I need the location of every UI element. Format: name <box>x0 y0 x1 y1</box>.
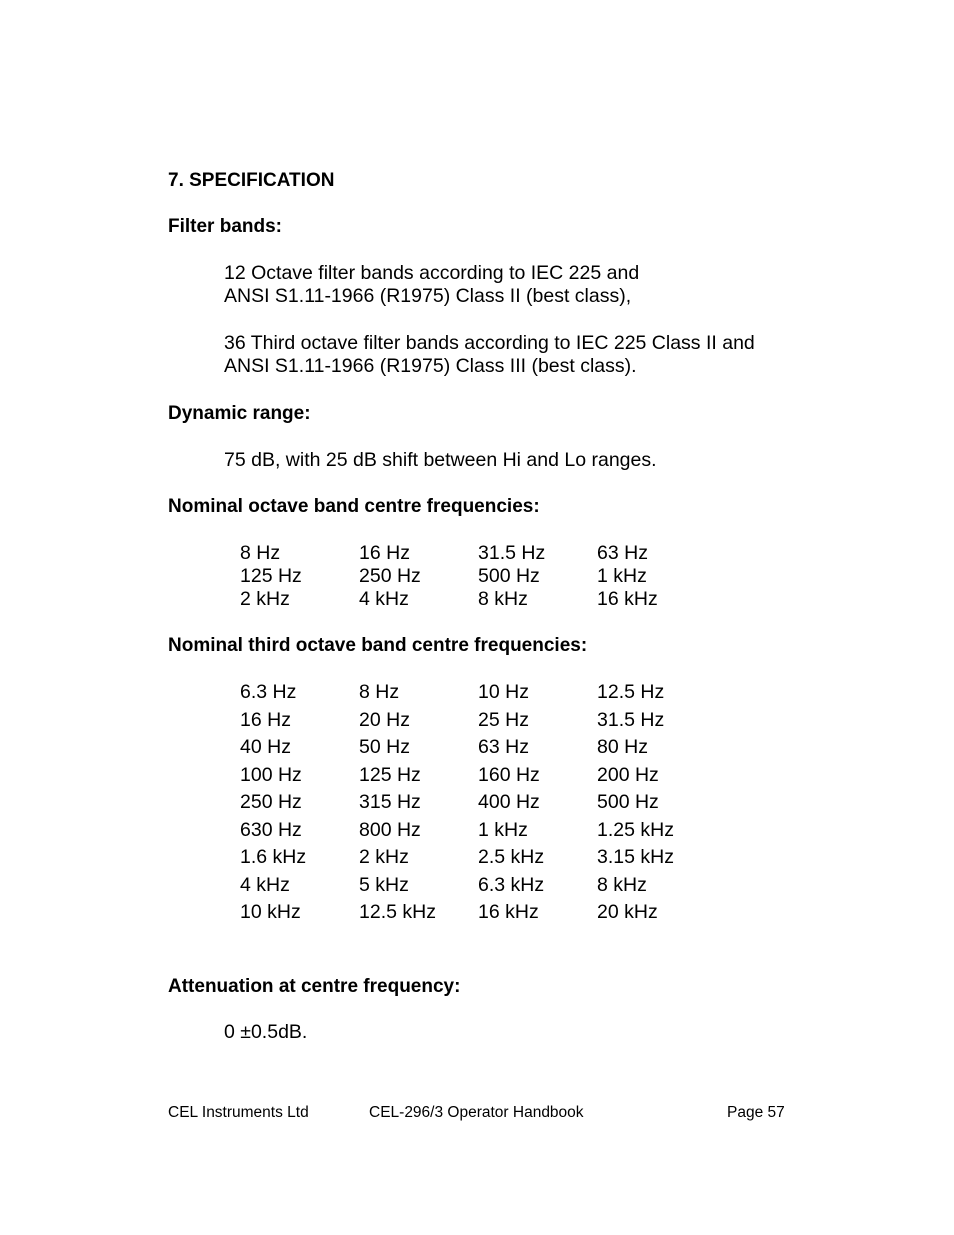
frequency-cell: 315 Hz <box>359 791 421 813</box>
frequency-cell: 6.3 kHz <box>478 873 545 896</box>
third-octave-frequencies-heading: Nominal third octave band centre frequencies: <box>168 635 588 656</box>
frequency-cell: 16 kHz <box>478 901 539 923</box>
section-title: 7. SPECIFICATION <box>168 170 335 191</box>
frequency-cell: 125 Hz <box>359 763 421 786</box>
frequency-cell: 400 Hz <box>478 791 540 813</box>
octave-bands-line-2: ANSI S1.11-1966 (R1975) Class II (best class), <box>224 285 632 307</box>
frequency-cell: 63 Hz <box>478 736 529 758</box>
attenuation-text: 0 ±0.5dB. <box>224 1021 308 1043</box>
frequency-cell: 12.5 kHz <box>359 901 436 923</box>
frequency-cell: 2.5 kHz <box>478 846 545 868</box>
frequency-cell: 160 Hz <box>478 763 540 786</box>
attenuation-heading: Attenuation at centre frequency: <box>168 976 461 997</box>
frequency-cell: 1 kHz <box>597 565 647 587</box>
frequency-cell: 100 Hz <box>240 763 302 786</box>
frequency-cell: 630 Hz <box>240 818 302 841</box>
filter-bands-heading: Filter bands: <box>168 216 283 237</box>
frequency-cell: 6.3 Hz <box>240 681 297 703</box>
frequency-cell: 1.6 kHz <box>240 846 307 868</box>
frequency-cell: 500 Hz <box>597 791 659 813</box>
frequency-cell: 25 Hz <box>478 708 529 731</box>
frequency-cell: 4 kHz <box>359 588 409 610</box>
frequency-cell: 80 Hz <box>597 736 648 758</box>
frequency-cell: 8 Hz <box>240 542 281 564</box>
frequency-cell: 8 Hz <box>359 681 400 703</box>
octave-frequencies-heading: Nominal octave band centre frequencies: <box>168 496 540 517</box>
frequency-cell: 8 kHz <box>478 588 528 610</box>
frequency-cell: 1 kHz <box>478 818 528 841</box>
footer-company: CEL Instruments Ltd <box>168 1104 309 1121</box>
third-octave-bands-line-2: ANSI S1.11-1966 (R1975) Class III (best class). <box>224 355 637 377</box>
footer-document-title: CEL-296/3 Operator Handbook <box>369 1104 584 1121</box>
frequency-cell: 200 Hz <box>597 763 659 786</box>
footer-page-number: Page 57 <box>727 1104 785 1121</box>
frequency-cell: 3.15 kHz <box>597 846 674 868</box>
frequency-cell: 10 Hz <box>478 681 529 703</box>
frequency-cell: 500 Hz <box>478 565 540 587</box>
frequency-cell: 2 kHz <box>240 588 290 610</box>
frequency-cell: 63 Hz <box>597 542 648 564</box>
frequency-cell: 31.5 Hz <box>478 542 546 564</box>
dynamic-range-text: 75 dB, with 25 dB shift between Hi and Lo ranges. <box>224 449 657 471</box>
frequency-cell: 20 kHz <box>597 901 658 923</box>
frequency-cell: 125 Hz <box>240 565 302 587</box>
frequency-cell: 800 Hz <box>359 818 421 841</box>
frequency-cell: 8 kHz <box>597 873 647 896</box>
frequency-cell: 40 Hz <box>240 736 291 758</box>
frequency-cell: 5 kHz <box>359 873 409 896</box>
dynamic-range-heading: Dynamic range: <box>168 403 311 424</box>
third-octave-bands-line-1: 36 Third octave filter bands according to IEC 225 Class II and <box>224 332 755 354</box>
frequency-cell: 31.5 Hz <box>597 708 665 731</box>
frequency-cell: 4 kHz <box>240 873 290 896</box>
frequency-cell: 10 kHz <box>240 901 301 923</box>
frequency-cell: 1.25 kHz <box>597 818 674 841</box>
frequency-cell: 12.5 Hz <box>597 681 665 703</box>
frequency-cell: 250 Hz <box>359 565 421 587</box>
frequency-cell: 16 kHz <box>597 588 658 610</box>
frequency-cell: 20 Hz <box>359 708 410 731</box>
frequency-cell: 250 Hz <box>240 791 302 813</box>
frequency-cell: 50 Hz <box>359 736 410 758</box>
frequency-cell: 2 kHz <box>359 846 409 868</box>
octave-bands-line-1: 12 Octave filter bands according to IEC 225 and <box>224 262 640 284</box>
frequency-cell: 16 Hz <box>359 542 410 564</box>
frequency-cell: 16 Hz <box>240 708 291 731</box>
